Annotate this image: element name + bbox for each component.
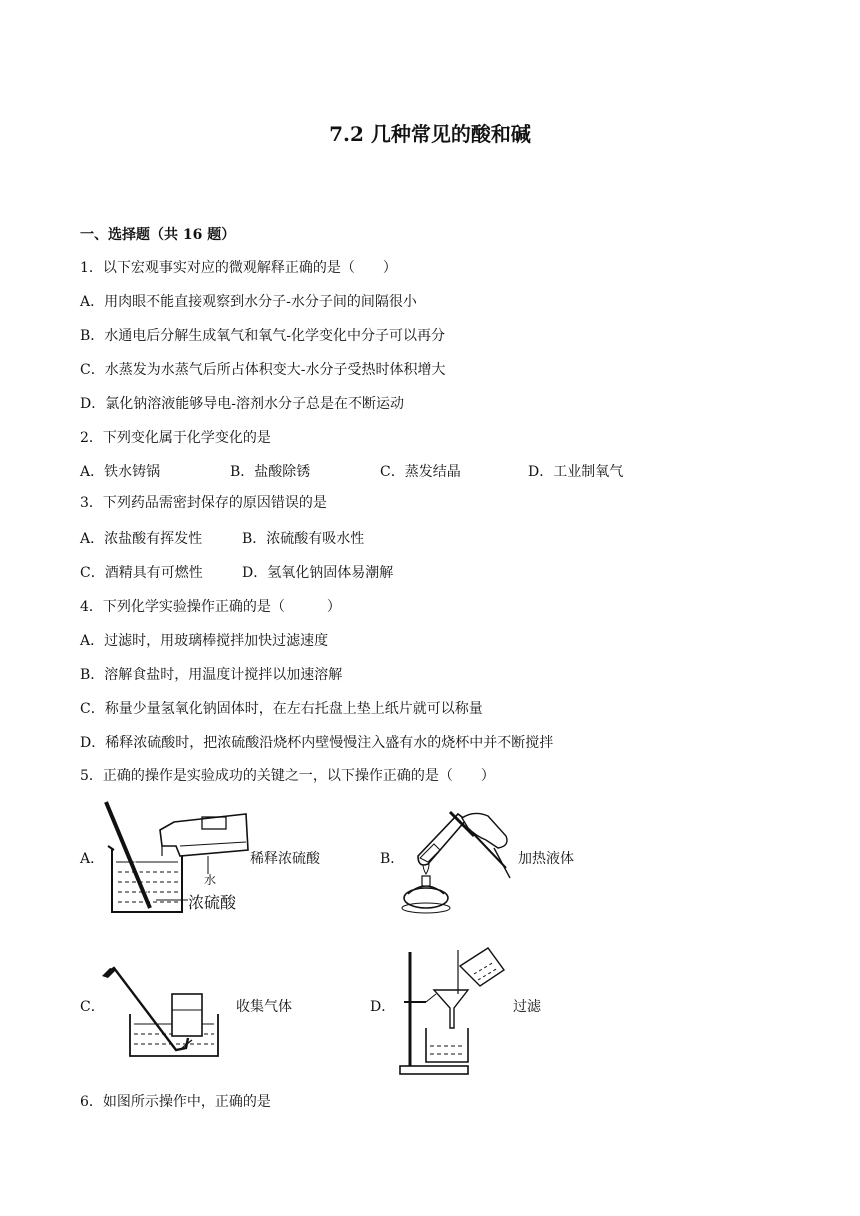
question-2-stem: 2．下列变化属于化学变化的是 — [80, 430, 271, 446]
question-3-option-b: B．浓硫酸有吸水性 — [242, 531, 365, 547]
question-3-option-c: C．酒精具有可燃性 — [80, 565, 203, 581]
question-5-option-c-letter: C． — [80, 999, 105, 1015]
question-4-stem: 4．下列化学实验操作正确的是（ ） — [80, 599, 341, 615]
question-1-option-a: A．用肉眼不能直接观察到水分子-水分子间的间隔很小 — [80, 294, 417, 310]
question-2-option-d: D．工业制氧气 — [528, 464, 624, 480]
gas-collection-figure — [100, 958, 222, 1060]
question-4-option-d: D．稀释浓硫酸时，把浓硫酸沿烧杯内壁慢慢注入盛有水的烧杯中并不断搅拌 — [80, 735, 554, 751]
question-3-option-a: A．浓盐酸有挥发性 — [80, 531, 203, 547]
question-4-option-c: C．称量少量氢氧化钠固体时，在左右托盘上垫上纸片就可以称量 — [80, 701, 483, 717]
question-5-option-a-caption: 稀释浓硫酸 — [250, 851, 320, 867]
figure-label-water: 水 — [204, 873, 217, 887]
question-3-stem: 3．下列药品需密封保存的原因错误的是 — [80, 495, 327, 511]
question-1-stem: 1．以下宏观事实对应的微观解释正确的是（ ） — [80, 260, 397, 276]
question-5-option-b-letter: B． — [380, 851, 405, 867]
question-3-option-d: D．氢氧化钠固体易潮解 — [242, 565, 394, 581]
question-2-option-a: A．铁水铸锅 — [80, 464, 161, 480]
dilute-sulfuric-acid-figure — [100, 800, 250, 918]
heating-liquid-figure — [398, 806, 520, 916]
question-2-option-c: C．蒸发结晶 — [380, 464, 461, 480]
question-5-option-d-letter: D． — [370, 999, 396, 1015]
page-title: 7.2 几种常见的酸和碱 — [329, 122, 531, 146]
question-1-option-c: C．水蒸发为水蒸气后所占体积变大-水分子受热时体积增大 — [80, 362, 446, 378]
question-4-option-b: B．溶解食盐时，用温度计搅拌以加速溶解 — [80, 667, 343, 683]
question-1-option-b: B．水通电后分解生成氧气和氧气-化学变化中分子可以再分 — [80, 328, 446, 344]
section-heading: 一、选择题（共 16 题） — [80, 227, 236, 243]
question-5-option-a-letter: A． — [80, 851, 105, 867]
question-6-stem: 6．如图所示操作中，正确的是 — [80, 1094, 271, 1110]
question-5-option-d-caption: 过滤 — [513, 999, 541, 1015]
question-1-option-d: D．氯化钠溶液能够导电-溶剂水分子总是在不断运动 — [80, 396, 404, 412]
question-2-option-b: B．盐酸除锈 — [230, 464, 311, 480]
question-5-stem: 5．正确的操作是实验成功的关键之一，以下操作正确的是（ ） — [80, 768, 495, 784]
figure-label-conc-acid: 浓硫酸 — [188, 893, 237, 912]
question-5-option-c-caption: 收集气体 — [236, 999, 292, 1015]
filtration-figure — [396, 944, 508, 1078]
question-5-option-b-caption: 加热液体 — [518, 851, 574, 867]
question-4-option-a: A．过滤时，用玻璃棒搅拌加快过滤速度 — [80, 633, 329, 649]
